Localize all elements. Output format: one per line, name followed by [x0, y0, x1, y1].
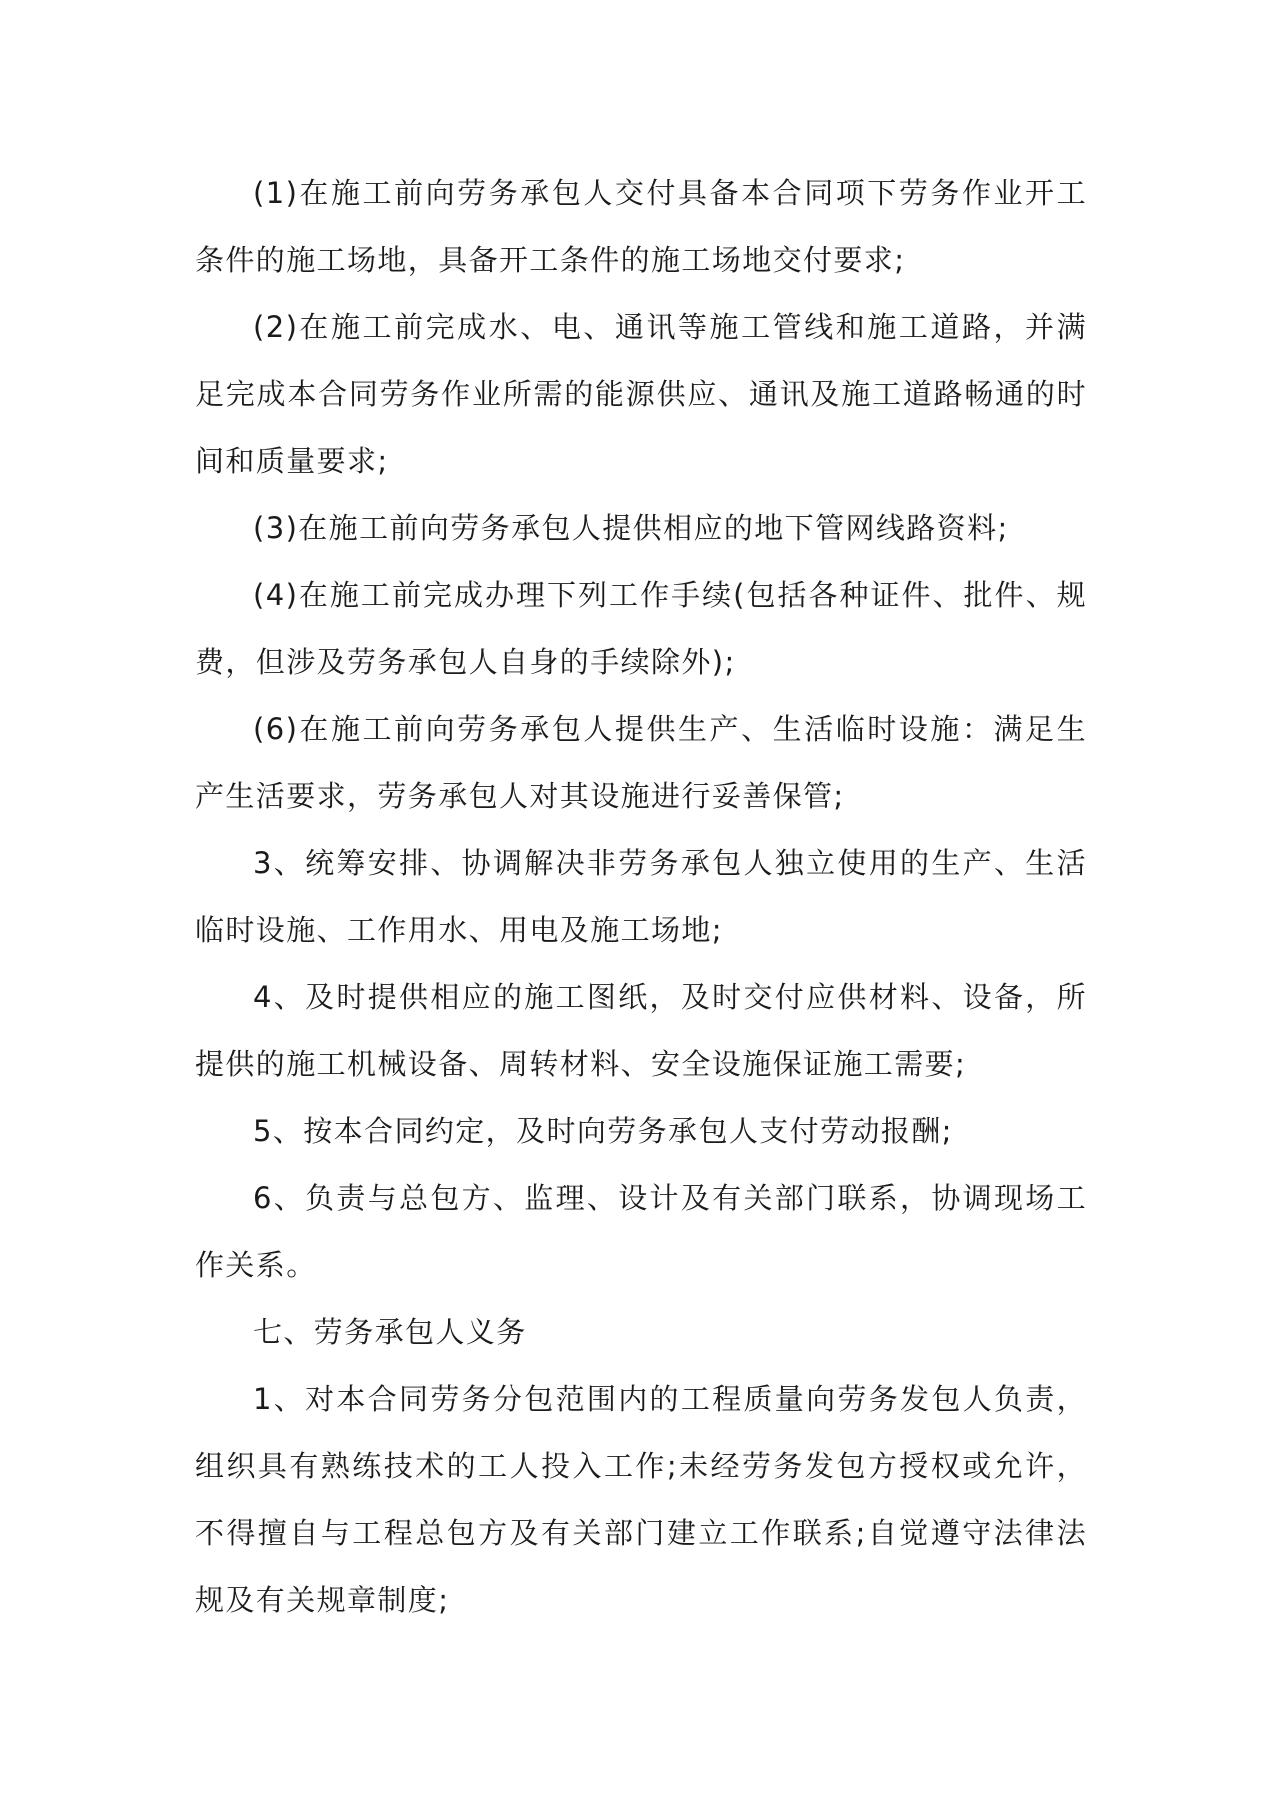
paragraph-6: (6)在施工前向劳务承包人提供生产、生活临时设施：满足生产生活要求，劳务承包人对其设施进行妥善保管; — [195, 712, 1087, 813]
paragraph-item-4: 4、及时提供相应的施工图纸，及时交付应供材料、设备，所提供的施工机械设备、周转材料、安全设施保证施工需要; — [195, 980, 1087, 1081]
section-heading-7: 七、劳务承包人义务 — [253, 1315, 527, 1349]
paragraph-1: (1)在施工前向劳务承包人交付具备本合同项下劳务作业开工条件的施工场地，具备开工条件的施工场地交付要求; — [195, 176, 1087, 277]
paragraph-item-3: 3、统筹安排、协调解决非劳务承包人独立使用的生产、生活临时设施、工作用水、用电及施工场地; — [195, 846, 1087, 947]
paragraph-item-6: 6、负责与总包方、监理、设计及有关部门联系，协调现场工作关系。 — [195, 1181, 1087, 1282]
paragraph-item-5: 5、按本合同约定，及时向劳务承包人支付劳动报酬; — [253, 1114, 953, 1148]
paragraph-2: (2)在施工前完成水、电、通讯等施工管线和施工道路，并满足完成本合同劳务作业所需的能源供应、通讯及施工道路畅通的时间和质量要求; — [195, 310, 1087, 478]
paragraph-4: (4)在施工前完成办理下列工作手续(包括各种证件、批件、规费，但涉及劳务承包人自身的手续除外); — [195, 578, 1087, 679]
document-body — [195, 160, 1087, 1634]
paragraph-3: (3)在施工前向劳务承包人提供相应的地下管网线路资料; — [253, 511, 1009, 545]
paragraph-section-7-item-1: 1、对本合同劳务分包范围内的工程质量向劳务发包人负责，组织具有熟练技术的工人投入工作;未经劳务发包方授权或允许，不得擅自与工程总包方及有关部门建立工作联系;自觉遵守法律法规及有关规章制度; — [195, 1382, 1087, 1617]
